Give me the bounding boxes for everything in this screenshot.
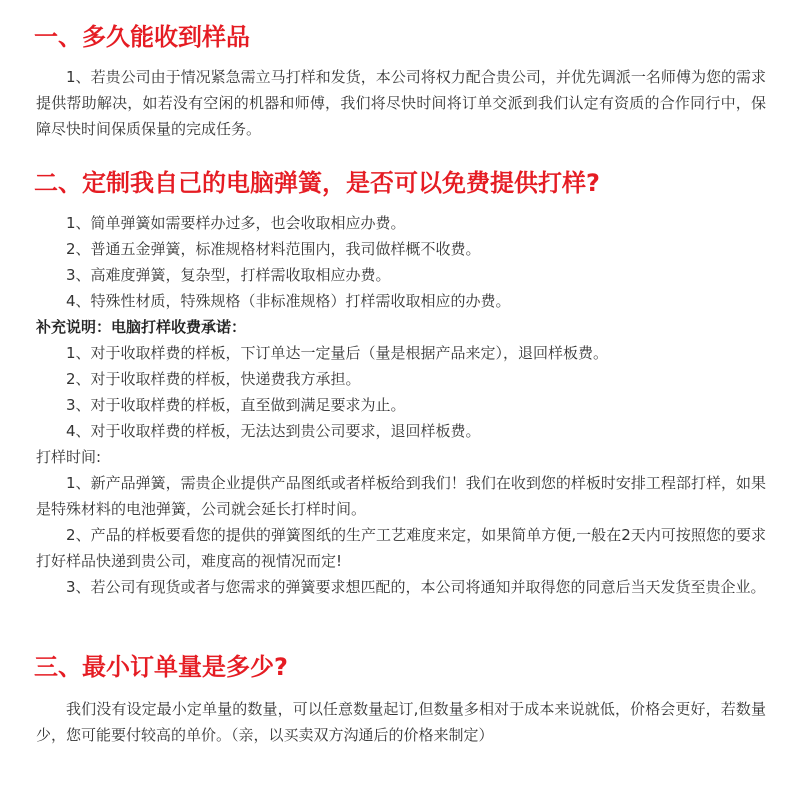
list-item: 3、高难度弹簧，复杂型，打样需收取相应办费。 — [66, 266, 391, 284]
timing-title: 打样时间: — [36, 448, 102, 466]
timing-item-1: 1、新产品弹簧，需贵企业提供产品图纸或者样板给到我们！我们在收到您的样板时安排工程部打样，如果是特殊材料的电池弹簧，公司就会延长打样时间。 — [36, 474, 766, 518]
section-2-title: 二、定制我自己的电脑弹簧，是否可以免费提供打样? — [34, 169, 600, 197]
list-item: 1、简单弹簧如需要样办过多，也会收取相应办费。 — [66, 214, 406, 232]
supplement-title: 补充说明：电脑打样收费承诺： — [36, 318, 247, 336]
list-item: 2、对于收取样费的样板，快递费我方承担。 — [66, 370, 361, 388]
section-3-body: 我们没有设定最小定单量的数量，可以任意数量起订,但数量多相对于成本来说就低，价格会更好，若数量少，您可能要付较高的单价。（亲，以买卖双方沟通后的价格来制定） — [36, 700, 766, 744]
section-3-title: 三、最小订单量是多少? — [34, 653, 288, 681]
list-item: 4、对于收取样费的样板，无法达到贵公司要求，退回样板费。 — [66, 422, 481, 440]
section-1-title: 一、多久能收到样品 — [34, 23, 250, 51]
section-1-body: 1、若贵公司由于情况紧急需立马打样和发货，本公司将权力配合贵公司，并优先调派一名师傅为您的需求提供帮助解决，如若没有空闲的机器和师傅，我们将尽快时间将订单交派到我们认定有资质的合作同行中，保障尽快时间保质保量的完成任务。 — [36, 68, 766, 138]
list-item: 3、对于收取样费的样板，直至做到满足要求为止。 — [66, 396, 406, 414]
list-item: 1、对于收取样费的样板，下订单达一定量后（量是根据产品来定），退回样板费。 — [66, 344, 609, 362]
timing-item-2: 2、产品的样板要看您的提供的弹簧图纸的生产工艺难度来定，如果简单方便,一般在2天内可按照您的要求打好样品快递到贵公司，难度高的视情况而定! — [36, 526, 766, 570]
list-item: 2、普通五金弹簧，标准规格材料范围内，我司做样概不收费。 — [66, 240, 481, 258]
timing-item-3: 3、若公司有现货或者与您需求的弹簧要求想匹配的，本公司将通知并取得您的同意后当天发货至贵企业。 — [66, 578, 766, 596]
list-item: 4、特殊性材质，特殊规格（非标准规格）打样需收取相应的办费。 — [66, 292, 511, 310]
